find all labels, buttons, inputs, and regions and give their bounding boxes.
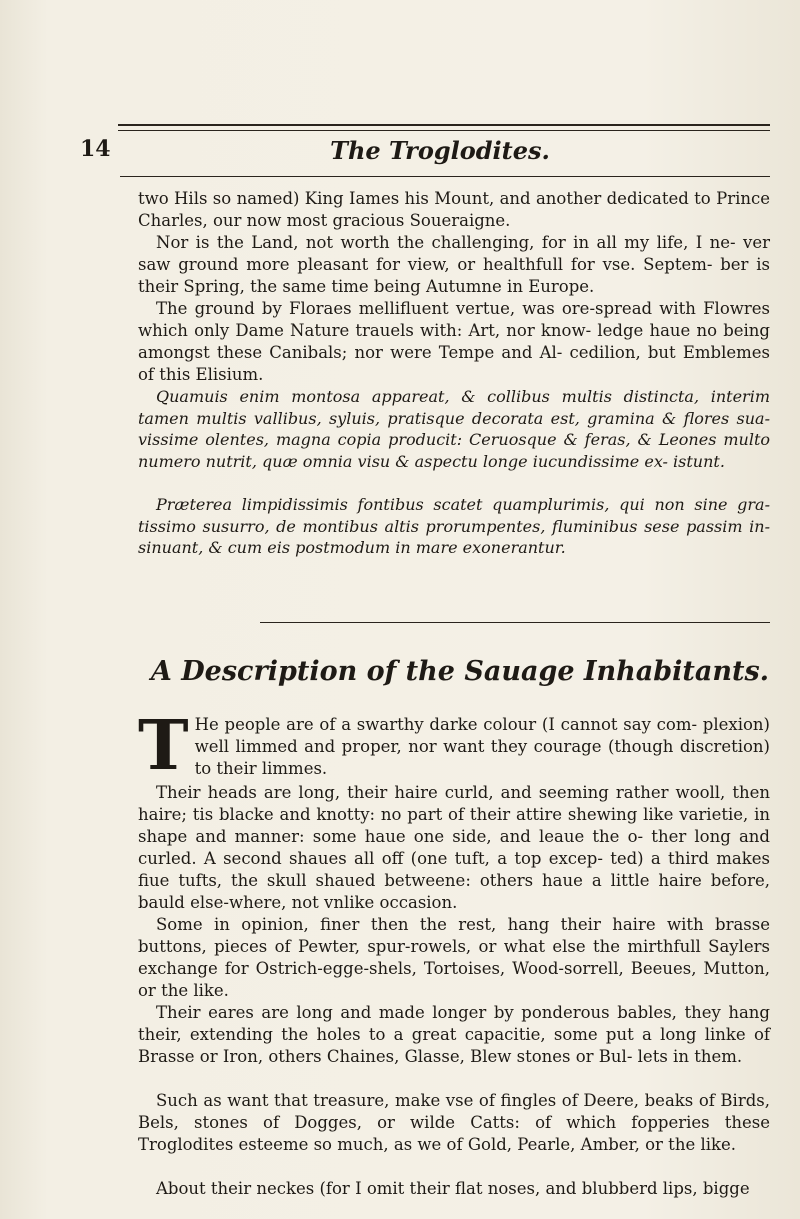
dropcap: T	[138, 706, 189, 786]
paragraph-ground: The ground by Floraes mellifluent vertue, was ore-spread with Flowres which only Dame Nature trauels with: Art, nor know- ledge haue no being amongst these Canibals; nor were Tempe and Al- cedilion, but Emblemes of this Elisium.	[138, 299, 770, 384]
page-number: 14	[80, 136, 111, 162]
latin-paragraph-quamuis: Quamuis enim montosa appareat, & collibus multis distincta, interim tamen multis vallibus, syluis, pratisque decorata est, gramina & flores sua- vissime olentes, magna copia producit: Ceruosque & feras, & Leones multo numero nutrit, quæ omnia visu & aspectu longe iucundissime ex- istunt.	[138, 387, 770, 471]
latin-paragraph-praeterea: Præterea limpidissimis fontibus scatet quamplurimis, qui non sine gra- tissimo susurro, de montibus altis prorumpentes, fluminibus sese passim in- sinuant, & cum eis postmodum in mare exonerantur.	[138, 495, 770, 557]
paragraph-people	[138, 706, 770, 786]
paragraph-neckes: About their neckes (for I omit their flat noses, and blubberd lips, bigge	[156, 1179, 750, 1198]
paragraph-eares: Their eares are long and made longer by ponderous bables, they hang their, extending the holes to a great capacitie, some put a long linke of Brasse or Iron, others Chaines, Glasse, Blew stones or Bul- lets in them.	[138, 1003, 770, 1066]
paragraph-land: Nor is the Land, not worth the challenging, for in all my life, I ne- ver saw ground more pleasant for view, or healthfull for vse. Septem- ber is their Spring, the same time being Autumne in Europe.	[138, 233, 770, 296]
top-rule	[118, 124, 770, 131]
header-rule	[120, 176, 770, 177]
paragraph-people-text: He people are of a swarthy darke colour (I cannot say com- plexion) well limmed and proper, nor want they courage (though discretion) to their limmes.	[194, 715, 770, 778]
running-head: The Troglodites.	[330, 136, 550, 165]
paragraph-treasure: Such as want that treasure, make vse of fingles of Deere, beaks of Birds, Bels, stones of Dogges, or wilde Catts: of which fopperies these Troglodites esteeme so much, as we of Gold, Pearle, Amber, or the like.	[138, 1091, 770, 1154]
paragraph-mount: two Hils so named) King Iames his Mount, and another dedicated to Prince Charles, our now most gracious Soueraigne.	[138, 189, 770, 230]
paragraph-finer: Some in opinion, finer then the rest, hang their haire with brasse buttons, pieces of Pewter, spur-rowels, or what else the mirthfull Saylers exchange for Ostrich-egge-shels, Tortoises, Wood-sorrell, Beeues, Mutton, or the like.	[138, 915, 770, 1000]
section-heading: A Description of the Sauage Inhabitants.	[150, 656, 770, 687]
section-rule	[260, 622, 770, 623]
paragraph-heads: Their heads are long, their haire curld, and seeming rather wooll, then haire; tis blacke and knotty: no part of their attire shewing like varietie, in shape and manner: some haue one side, and leaue the o- ther long and curled. A second shaues all off (one tuft, a top excep- ted) a third makes fiue tufts, the skull shaued betweene: others haue a little haire before, bauld else-where, not vnlike occasion.	[138, 783, 770, 912]
page-header	[70, 136, 770, 176]
